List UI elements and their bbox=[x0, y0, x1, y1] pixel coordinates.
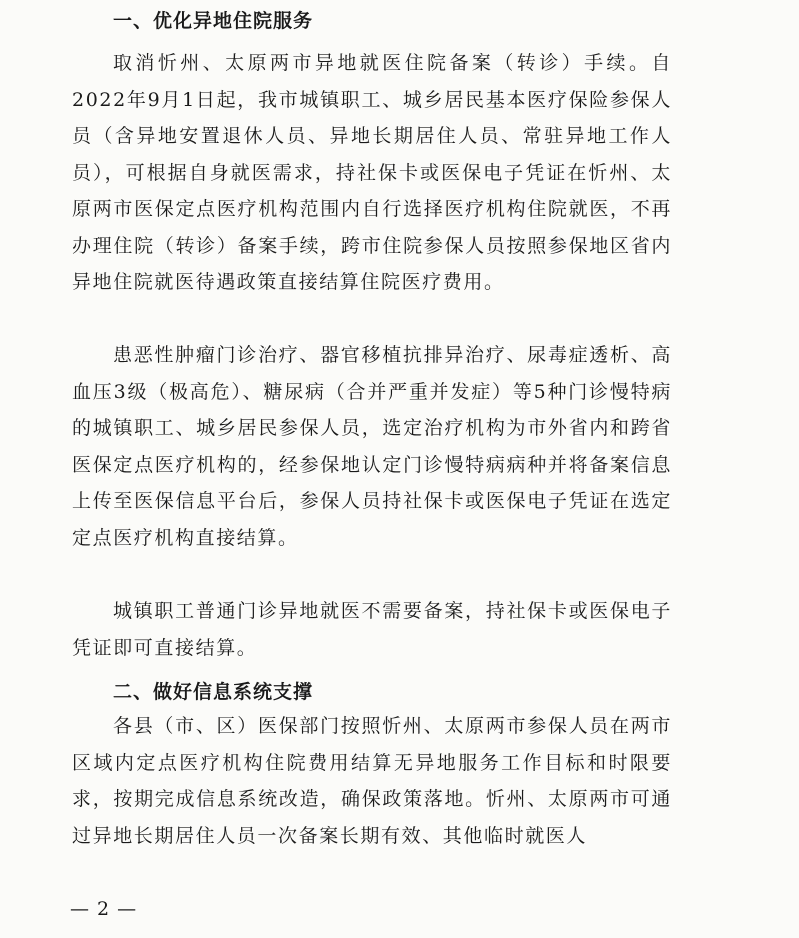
section-heading-1: 一、优化异地住院服务 bbox=[113, 10, 314, 32]
section-2-paragraph-1: 各县（市、区）医保部门按照忻州、太原两市参保人员在两市区域内定点医疗机构住院费用结算无异地服务工作目标和时限要求，按期完成信息系统改造，确保政策落地。忻州、太原两市可通过异地长期居住人员一次备案长期有效、其他临时就医人 bbox=[72, 715, 672, 847]
section-1-paragraph-1: 取消忻州、太原两市异地就医住院备案（转诊）手续。自2022年9月1日起，我市城镇职工、城乡居民基本医疗保险参保人员（含异地安置退休人员、异地长期居住人员、常驻异地工作人员），可根据自身就医需求，持社保卡或医保电子凭证在忻州、太原两市医保定点医疗机构范围内自行选择医疗机构住院就医，不再办理住院（转诊）备案手续，跨市住院参保人员按照参保地区省内异地住院就医待遇政策直接结算住院医疗费用。 bbox=[72, 52, 672, 293]
page-number: — 2 — bbox=[70, 898, 138, 920]
section-1-paragraph-3: 城镇职工普通门诊异地就医不需要备案，持社保卡或医保电子凭证即可直接结算。 bbox=[72, 600, 672, 659]
section-heading-2: 二、做好信息系统支撑 bbox=[113, 681, 314, 703]
section-1-paragraph-2: 患恶性肿瘤门诊治疗、器官移植抗排异治疗、尿毒症透析、高血压3级（极高危）、糖尿病（合并严重并发症）等5种门诊慢特病的城镇职工、城乡居民参保人员，选定治疗机构为市外省内和跨省医保定点医疗机构的，经参保地认定门诊慢特病病种并将备案信息上传至医保信息平台后，参保人员持社保卡或医保电子凭证在选定定点医疗机构直接结算。 bbox=[72, 344, 672, 549]
